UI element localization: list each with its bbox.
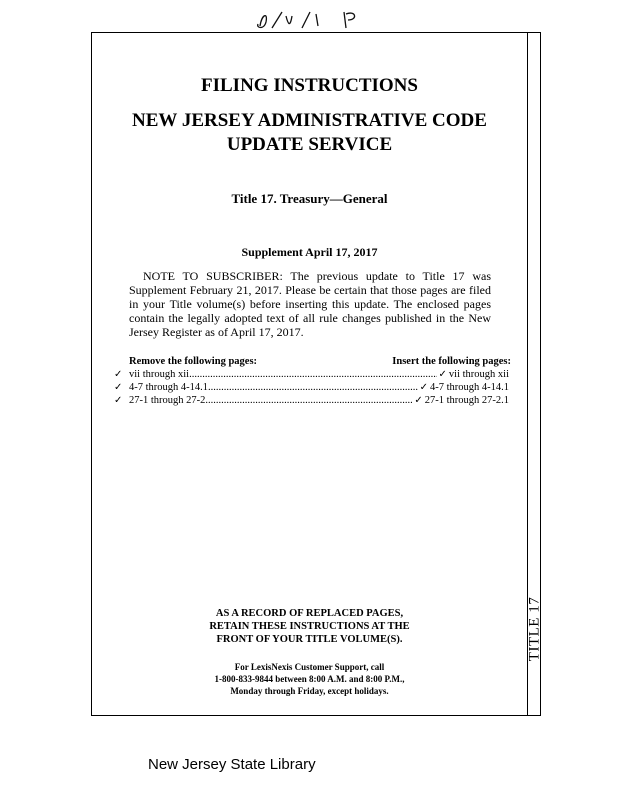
- support-line-1: For LexisNexis Customer Support, call: [234, 662, 385, 672]
- insert-pages: vii through xii: [448, 369, 509, 380]
- insert-pages: 4-7 through 4-14.1: [429, 382, 509, 393]
- remove-pages: 4-7 through 4-14.1: [129, 382, 209, 393]
- title-heading: Title 17. Treasury—General: [231, 191, 388, 206]
- leader-dots: [208, 382, 418, 393]
- check-mark-icon: ✓: [114, 382, 123, 393]
- page-row: [114, 395, 509, 408]
- record-line-3: FRONT OF YOUR TITLE VOLUME(S).: [216, 634, 403, 645]
- sheet-content: [92, 33, 527, 715]
- supplement-date: Supplement April 17, 2017: [241, 245, 378, 259]
- remove-header: Remove the following pages:: [129, 356, 258, 367]
- support-line-3: Monday through Friday, except holidays.: [230, 686, 389, 696]
- page-row: [114, 369, 509, 382]
- record-line-2: RETAIN THESE INSTRUCTIONS AT THE: [209, 621, 410, 632]
- leader-dots: [189, 369, 436, 380]
- subtitle-line-1: NEW JERSEY ADMINISTRATIVE CODE: [132, 110, 487, 131]
- side-tab-label: TITLE 17: [526, 596, 543, 662]
- page-row: [114, 382, 509, 395]
- record-line-1: AS A RECORD OF REPLACED PAGES,: [215, 608, 404, 619]
- page-replacement-list: [114, 369, 509, 408]
- library-footer: New Jersey State Library: [148, 756, 316, 773]
- handwritten-date-note: [252, 4, 392, 34]
- customer-support-info: [92, 661, 527, 697]
- check-mark-icon: ✓: [114, 395, 123, 406]
- subscriber-note: [129, 269, 491, 339]
- remove-pages: 27-1 through 27-2: [129, 395, 206, 406]
- insert-header: Insert the following pages:: [392, 356, 511, 367]
- remove-pages: vii through xii: [129, 369, 190, 380]
- record-instructions: [92, 607, 527, 646]
- subtitle-line-2: UPDATE SERVICE: [226, 134, 393, 155]
- page-title: FILING INSTRUCTIONS: [201, 75, 418, 96]
- instruction-sheet: [91, 32, 541, 716]
- check-mark-icon: ✓: [438, 369, 447, 380]
- support-line-2: 1-800-833-9844 between 8:00 A.M. and 8:00 P.M.,: [214, 674, 405, 684]
- insert-pages: 27-1 through 27-2.1: [424, 395, 509, 406]
- check-mark-icon: ✓: [414, 395, 423, 406]
- subscriber-note-text: NOTE TO SUBSCRIBER: The previous update to Title 17 was Supplement February 21, 2017. Please be certain that those pages are filed in your Title volume(s) before inserting this update. The enclosed pages contain the legally adopted text of all rule changes published in the New Jersey Register as of April 17, 2017.: [129, 269, 491, 339]
- check-mark-icon: ✓: [114, 369, 123, 380]
- page-subtitle: [92, 109, 527, 157]
- check-mark-icon: ✓: [419, 382, 428, 393]
- side-tab: [528, 573, 542, 685]
- leader-dots: [205, 395, 412, 406]
